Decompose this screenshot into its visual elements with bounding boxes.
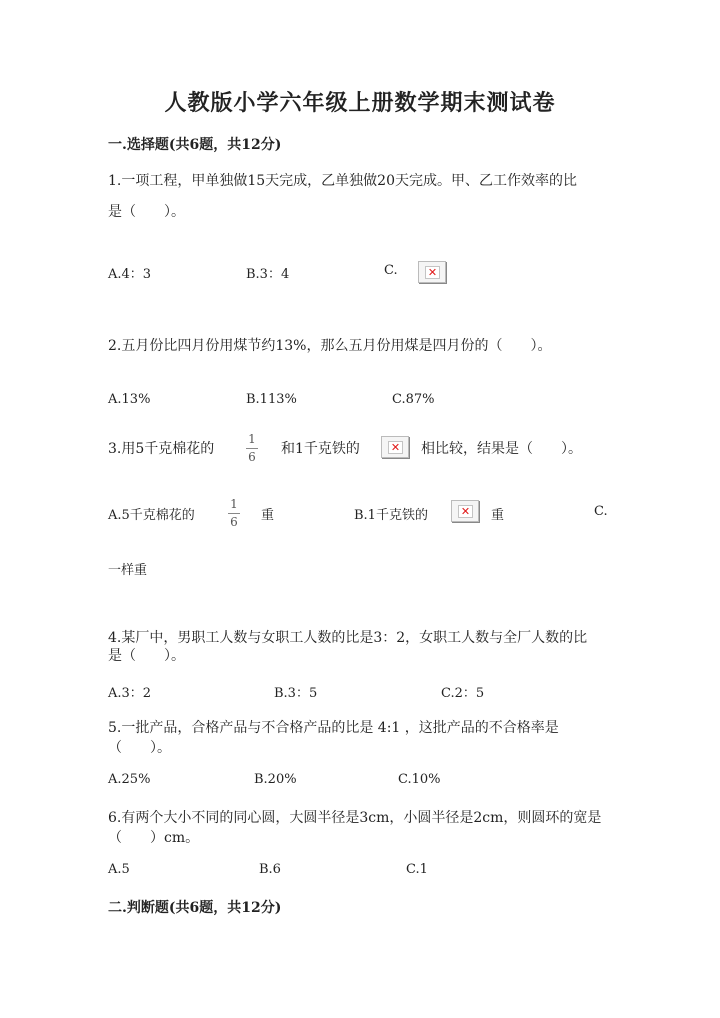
question-5-option-b: B.20% <box>254 772 297 787</box>
question-4-option-b: B.3：5 <box>274 686 318 701</box>
section-heading-choice: 一.选择题(共6题，共12分) <box>108 137 282 153</box>
question-3-part-3: 相比较，结果是（ ）。 <box>421 441 582 457</box>
broken-image-icon <box>381 436 409 458</box>
fraction-denominator: 6 <box>248 450 256 464</box>
question-2-option-b: B.113% <box>246 392 297 407</box>
fraction-numerator: 1 <box>230 497 238 511</box>
broken-image-icon <box>451 500 479 522</box>
question-2-text: 2.五月份比四月份用煤节约13%，那么五月份用煤是四月份的（ ）。 <box>108 338 552 354</box>
question-1-option-c: C. <box>384 263 398 278</box>
question-4-line-1: 4.某厂中，男职工人数与女职工人数的比是3：2，女职工人数与全厂人数的比 <box>108 630 588 646</box>
question-3-option-c-text: 一样重 <box>108 563 148 578</box>
broken-mark: ✕ <box>388 441 403 454</box>
question-3-option-c: C. <box>594 504 608 519</box>
question-3-option-b: B.1千克铁的 <box>354 508 428 523</box>
question-5-line-1: 5.一批产品，合格产品与不合格产品的比是 4:1 ，这批产品的不合格率是 <box>108 720 559 736</box>
broken-mark: ✕ <box>425 266 440 279</box>
question-6-option-c: C.1 <box>406 862 428 877</box>
fraction-denominator: 6 <box>230 515 238 529</box>
fraction-one-sixth <box>227 498 241 529</box>
question-3-option-b-suffix: 重 <box>491 508 505 523</box>
question-1-line-1: 1.一项工程，甲单独做15天完成，乙单独做20天完成。甲、乙工作效率的比 <box>108 173 577 189</box>
question-1-option-b: B.3：4 <box>246 267 290 282</box>
fraction-one-sixth <box>245 433 259 464</box>
question-4-line-2: 是（ ）。 <box>108 648 185 664</box>
question-3-option-a-suffix: 重 <box>261 508 275 523</box>
question-6-option-b: B.6 <box>259 862 281 877</box>
fraction-numerator: 1 <box>248 432 256 446</box>
section-heading-judgement: 二.判断题(共6题，共12分) <box>108 900 282 916</box>
broken-image-icon <box>418 261 446 283</box>
question-5-line-2: （ ）。 <box>108 740 171 756</box>
question-2-option-c: C.87% <box>392 392 435 407</box>
question-1-option-a: A.4：3 <box>108 267 152 282</box>
page-title: 人教版小学六年级上册数学期末测试卷 <box>164 90 556 116</box>
question-5-option-c: C.10% <box>398 772 441 787</box>
question-6-option-a: A.5 <box>108 862 130 877</box>
question-4-option-a: A.3：2 <box>108 686 152 701</box>
question-3-option-a: A.5千克棉花的 <box>108 508 195 523</box>
question-6-line-2: （ ）cm。 <box>108 830 200 846</box>
question-4-option-c: C.2：5 <box>441 686 485 701</box>
question-6-line-1: 6.有两个大小不同的同心圆，大圆半径是3cm，小圆半径是2cm，则圆环的宽是 <box>108 810 602 826</box>
question-1-line-2: 是（ ）。 <box>108 204 185 220</box>
question-2-option-a: A.13% <box>108 392 151 407</box>
question-5-option-a: A.25% <box>108 772 151 787</box>
question-3-part-1: 3.用5千克棉花的 <box>108 441 215 457</box>
broken-mark: ✕ <box>458 505 473 518</box>
question-3-part-2: 和1千克铁的 <box>281 441 360 457</box>
